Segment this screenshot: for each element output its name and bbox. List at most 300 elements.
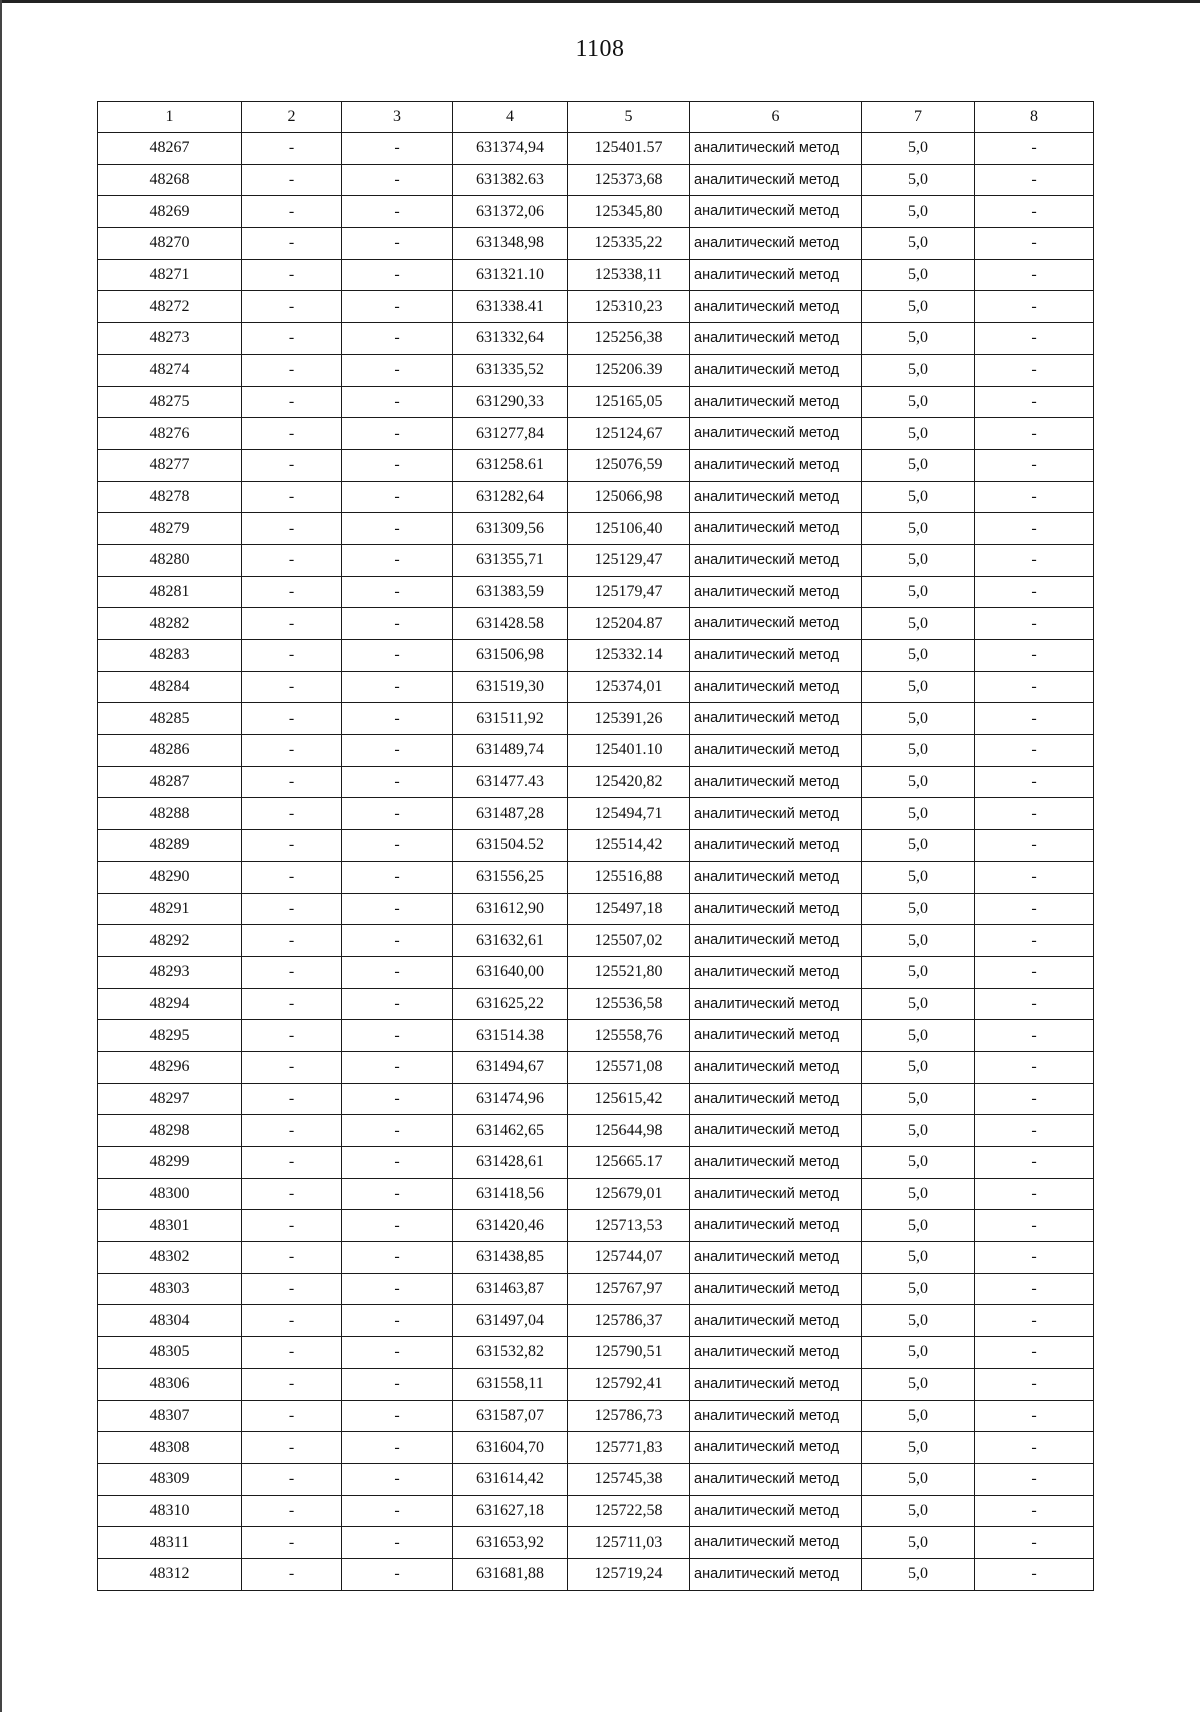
cell-col-3: - bbox=[342, 1463, 453, 1495]
cell-col-3: - bbox=[342, 608, 453, 640]
cell-col-3: - bbox=[342, 1083, 453, 1115]
cell-accuracy: 5,0 bbox=[862, 1558, 975, 1590]
cell-accuracy: 5,0 bbox=[862, 766, 975, 798]
cell-point-number: 48268 bbox=[98, 164, 242, 196]
cell-method: аналитический метод bbox=[690, 323, 862, 355]
cell-col-8: - bbox=[975, 1558, 1094, 1590]
table-row bbox=[98, 228, 1094, 260]
cell-coord-x: 631504.52 bbox=[453, 830, 568, 862]
page-top-edge bbox=[0, 0, 1200, 3]
cell-accuracy: 5,0 bbox=[862, 1178, 975, 1210]
cell-point-number: 48275 bbox=[98, 386, 242, 418]
cell-method: аналитический метод bbox=[690, 196, 862, 228]
cell-coord-x: 631511,92 bbox=[453, 703, 568, 735]
table-row bbox=[98, 861, 1094, 893]
cell-coord-y: 125507,02 bbox=[568, 925, 690, 957]
cell-point-number: 48299 bbox=[98, 1147, 242, 1179]
cell-point-number: 48291 bbox=[98, 893, 242, 925]
cell-col-8: - bbox=[975, 956, 1094, 988]
cell-col-3: - bbox=[342, 1432, 453, 1464]
cell-col-3: - bbox=[342, 861, 453, 893]
cell-col-8: - bbox=[975, 259, 1094, 291]
cell-coord-x: 631640,00 bbox=[453, 956, 568, 988]
table-row bbox=[98, 956, 1094, 988]
table-row bbox=[98, 133, 1094, 165]
cell-coord-x: 631474,96 bbox=[453, 1083, 568, 1115]
cell-accuracy: 5,0 bbox=[862, 449, 975, 481]
cell-col-8: - bbox=[975, 1305, 1094, 1337]
cell-col-8: - bbox=[975, 830, 1094, 862]
cell-coord-y: 125558,76 bbox=[568, 1020, 690, 1052]
cell-col-2: - bbox=[242, 893, 342, 925]
cell-accuracy: 5,0 bbox=[862, 196, 975, 228]
cell-col-2: - bbox=[242, 228, 342, 260]
cell-point-number: 48269 bbox=[98, 196, 242, 228]
cell-col-2: - bbox=[242, 386, 342, 418]
cell-coord-y: 125310,23 bbox=[568, 291, 690, 323]
cell-coord-x: 631558,11 bbox=[453, 1368, 568, 1400]
cell-col-8: - bbox=[975, 164, 1094, 196]
cell-accuracy: 5,0 bbox=[862, 925, 975, 957]
cell-coord-x: 631612,90 bbox=[453, 893, 568, 925]
cell-col-3: - bbox=[342, 1527, 453, 1559]
table-row bbox=[98, 481, 1094, 513]
table-row bbox=[98, 1305, 1094, 1337]
table-row bbox=[98, 1147, 1094, 1179]
cell-col-2: - bbox=[242, 1178, 342, 1210]
cell-accuracy: 5,0 bbox=[862, 988, 975, 1020]
cell-method: аналитический метод bbox=[690, 1463, 862, 1495]
cell-point-number: 48298 bbox=[98, 1115, 242, 1147]
cell-col-3: - bbox=[342, 671, 453, 703]
cell-col-3: - bbox=[342, 988, 453, 1020]
cell-coord-y: 125401.57 bbox=[568, 133, 690, 165]
cell-coord-y: 125106,40 bbox=[568, 513, 690, 545]
cell-col-3: - bbox=[342, 133, 453, 165]
cell-col-3: - bbox=[342, 386, 453, 418]
cell-accuracy: 5,0 bbox=[862, 671, 975, 703]
cell-coord-x: 631625,22 bbox=[453, 988, 568, 1020]
cell-method: аналитический метод bbox=[690, 1558, 862, 1590]
cell-col-3: - bbox=[342, 164, 453, 196]
cell-col-3: - bbox=[342, 291, 453, 323]
cell-col-3: - bbox=[342, 449, 453, 481]
table-row bbox=[98, 1242, 1094, 1274]
cell-col-2: - bbox=[242, 703, 342, 735]
cell-col-8: - bbox=[975, 1337, 1094, 1369]
cell-col-2: - bbox=[242, 1558, 342, 1590]
cell-point-number: 48295 bbox=[98, 1020, 242, 1052]
cell-col-2: - bbox=[242, 1305, 342, 1337]
cell-coord-y: 125713,53 bbox=[568, 1210, 690, 1242]
table-row bbox=[98, 1463, 1094, 1495]
cell-col-8: - bbox=[975, 481, 1094, 513]
cell-col-8: - bbox=[975, 544, 1094, 576]
cell-col-3: - bbox=[342, 1305, 453, 1337]
cell-coord-x: 631372,06 bbox=[453, 196, 568, 228]
cell-col-8: - bbox=[975, 1400, 1094, 1432]
cell-coord-y: 125516,88 bbox=[568, 861, 690, 893]
cell-col-2: - bbox=[242, 1242, 342, 1274]
cell-col-3: - bbox=[342, 196, 453, 228]
cell-method: аналитический метод bbox=[690, 1020, 862, 1052]
table-row bbox=[98, 323, 1094, 355]
cell-col-3: - bbox=[342, 1115, 453, 1147]
cell-col-2: - bbox=[242, 449, 342, 481]
cell-point-number: 48301 bbox=[98, 1210, 242, 1242]
cell-col-3: - bbox=[342, 1337, 453, 1369]
cell-method: аналитический метод bbox=[690, 1432, 862, 1464]
cell-coord-y: 125536,58 bbox=[568, 988, 690, 1020]
cell-point-number: 48279 bbox=[98, 513, 242, 545]
cell-col-8: - bbox=[975, 1210, 1094, 1242]
cell-coord-x: 631632,61 bbox=[453, 925, 568, 957]
cell-point-number: 48304 bbox=[98, 1305, 242, 1337]
cell-accuracy: 5,0 bbox=[862, 1115, 975, 1147]
cell-coord-x: 631374,94 bbox=[453, 133, 568, 165]
cell-coord-x: 631489,74 bbox=[453, 735, 568, 767]
cell-method: аналитический метод bbox=[690, 259, 862, 291]
cell-col-3: - bbox=[342, 259, 453, 291]
table-row bbox=[98, 830, 1094, 862]
cell-accuracy: 5,0 bbox=[862, 386, 975, 418]
cell-point-number: 48271 bbox=[98, 259, 242, 291]
cell-method: аналитический метод bbox=[690, 671, 862, 703]
cell-col-3: - bbox=[342, 1400, 453, 1432]
cell-accuracy: 5,0 bbox=[862, 798, 975, 830]
cell-col-3: - bbox=[342, 1051, 453, 1083]
cell-col-3: - bbox=[342, 323, 453, 355]
cell-method: аналитический метод bbox=[690, 386, 862, 418]
table-row bbox=[98, 703, 1094, 735]
cell-method: аналитический метод bbox=[690, 354, 862, 386]
table-row bbox=[98, 576, 1094, 608]
cell-point-number: 48302 bbox=[98, 1242, 242, 1274]
cell-col-2: - bbox=[242, 608, 342, 640]
cell-accuracy: 5,0 bbox=[862, 1305, 975, 1337]
cell-method: аналитический метод bbox=[690, 1273, 862, 1305]
cell-point-number: 48276 bbox=[98, 418, 242, 450]
cell-accuracy: 5,0 bbox=[862, 418, 975, 450]
table-row bbox=[98, 1051, 1094, 1083]
column-header-4: 4 bbox=[453, 102, 568, 133]
cell-col-2: - bbox=[242, 354, 342, 386]
cell-accuracy: 5,0 bbox=[862, 259, 975, 291]
cell-col-2: - bbox=[242, 164, 342, 196]
cell-col-8: - bbox=[975, 735, 1094, 767]
cell-method: аналитический метод bbox=[690, 576, 862, 608]
cell-method: аналитический метод bbox=[690, 1083, 862, 1115]
table-row bbox=[98, 1368, 1094, 1400]
cell-col-8: - bbox=[975, 766, 1094, 798]
cell-method: аналитический метод bbox=[690, 956, 862, 988]
cell-accuracy: 5,0 bbox=[862, 1083, 975, 1115]
cell-point-number: 48306 bbox=[98, 1368, 242, 1400]
cell-col-2: - bbox=[242, 1527, 342, 1559]
cell-col-8: - bbox=[975, 386, 1094, 418]
cell-coord-y: 125711,03 bbox=[568, 1527, 690, 1559]
cell-point-number: 48307 bbox=[98, 1400, 242, 1432]
cell-coord-x: 631277,84 bbox=[453, 418, 568, 450]
cell-col-2: - bbox=[242, 925, 342, 957]
cell-coord-y: 125615,42 bbox=[568, 1083, 690, 1115]
table-row bbox=[98, 1115, 1094, 1147]
cell-coord-y: 125744,07 bbox=[568, 1242, 690, 1274]
cell-point-number: 48277 bbox=[98, 449, 242, 481]
cell-point-number: 48292 bbox=[98, 925, 242, 957]
cell-col-8: - bbox=[975, 1527, 1094, 1559]
cell-col-8: - bbox=[975, 576, 1094, 608]
cell-coord-x: 631477.43 bbox=[453, 766, 568, 798]
cell-method: аналитический метод bbox=[690, 1305, 862, 1337]
cell-col-3: - bbox=[342, 893, 453, 925]
cell-coord-x: 631428.58 bbox=[453, 608, 568, 640]
table-row bbox=[98, 1558, 1094, 1590]
cell-coord-y: 125345,80 bbox=[568, 196, 690, 228]
cell-method: аналитический метод bbox=[690, 766, 862, 798]
table-row bbox=[98, 1432, 1094, 1464]
cell-coord-x: 631438,85 bbox=[453, 1242, 568, 1274]
cell-col-2: - bbox=[242, 513, 342, 545]
cell-accuracy: 5,0 bbox=[862, 1527, 975, 1559]
cell-coord-x: 631653,92 bbox=[453, 1527, 568, 1559]
cell-accuracy: 5,0 bbox=[862, 608, 975, 640]
cell-coord-x: 631514.38 bbox=[453, 1020, 568, 1052]
cell-col-3: - bbox=[342, 956, 453, 988]
cell-col-2: - bbox=[242, 766, 342, 798]
cell-col-3: - bbox=[342, 1495, 453, 1527]
cell-coord-x: 631321.10 bbox=[453, 259, 568, 291]
cell-point-number: 48278 bbox=[98, 481, 242, 513]
cell-coord-x: 631382.63 bbox=[453, 164, 568, 196]
cell-col-8: - bbox=[975, 608, 1094, 640]
column-header-3: 3 bbox=[342, 102, 453, 133]
cell-col-8: - bbox=[975, 1273, 1094, 1305]
cell-point-number: 48289 bbox=[98, 830, 242, 862]
cell-accuracy: 5,0 bbox=[862, 1400, 975, 1432]
cell-method: аналитический метод bbox=[690, 988, 862, 1020]
table-row bbox=[98, 196, 1094, 228]
cell-accuracy: 5,0 bbox=[862, 1337, 975, 1369]
table-body bbox=[98, 133, 1094, 1591]
cell-coord-x: 631258.61 bbox=[453, 449, 568, 481]
table-row bbox=[98, 449, 1094, 481]
cell-coord-y: 125124,67 bbox=[568, 418, 690, 450]
cell-point-number: 48290 bbox=[98, 861, 242, 893]
cell-accuracy: 5,0 bbox=[862, 228, 975, 260]
cell-col-8: - bbox=[975, 228, 1094, 260]
cell-col-3: - bbox=[342, 1178, 453, 1210]
cell-coord-y: 125374,01 bbox=[568, 671, 690, 703]
cell-coord-y: 125076,59 bbox=[568, 449, 690, 481]
cell-point-number: 48285 bbox=[98, 703, 242, 735]
cell-col-8: - bbox=[975, 798, 1094, 830]
cell-coord-x: 631462,65 bbox=[453, 1115, 568, 1147]
cell-coord-x: 631338.41 bbox=[453, 291, 568, 323]
cell-coord-y: 125179,47 bbox=[568, 576, 690, 608]
cell-col-2: - bbox=[242, 196, 342, 228]
cell-accuracy: 5,0 bbox=[862, 323, 975, 355]
cell-coord-y: 125679,01 bbox=[568, 1178, 690, 1210]
cell-point-number: 48308 bbox=[98, 1432, 242, 1464]
cell-point-number: 48273 bbox=[98, 323, 242, 355]
cell-accuracy: 5,0 bbox=[862, 956, 975, 988]
cell-coord-x: 631494,67 bbox=[453, 1051, 568, 1083]
cell-coord-y: 125401.10 bbox=[568, 735, 690, 767]
cell-point-number: 48282 bbox=[98, 608, 242, 640]
cell-accuracy: 5,0 bbox=[862, 1273, 975, 1305]
cell-coord-x: 631604,70 bbox=[453, 1432, 568, 1464]
cell-coord-x: 631355,71 bbox=[453, 544, 568, 576]
cell-method: аналитический метод bbox=[690, 481, 862, 513]
cell-method: аналитический метод bbox=[690, 1242, 862, 1274]
cell-col-3: - bbox=[342, 481, 453, 513]
table-row bbox=[98, 291, 1094, 323]
table-row bbox=[98, 164, 1094, 196]
cell-accuracy: 5,0 bbox=[862, 1020, 975, 1052]
table-row bbox=[98, 1210, 1094, 1242]
cell-coord-y: 125521,80 bbox=[568, 956, 690, 988]
cell-col-3: - bbox=[342, 1147, 453, 1179]
column-header-2: 2 bbox=[242, 102, 342, 133]
cell-method: аналитический метод bbox=[690, 544, 862, 576]
cell-col-8: - bbox=[975, 1051, 1094, 1083]
cell-coord-x: 631497,04 bbox=[453, 1305, 568, 1337]
cell-point-number: 48311 bbox=[98, 1527, 242, 1559]
cell-point-number: 48293 bbox=[98, 956, 242, 988]
page-left-edge bbox=[0, 0, 2, 1712]
cell-col-8: - bbox=[975, 196, 1094, 228]
cell-coord-y: 125719,24 bbox=[568, 1558, 690, 1590]
cell-col-8: - bbox=[975, 988, 1094, 1020]
cell-method: аналитический метод bbox=[690, 1368, 862, 1400]
cell-col-8: - bbox=[975, 291, 1094, 323]
cell-point-number: 48280 bbox=[98, 544, 242, 576]
cell-coord-y: 125722,58 bbox=[568, 1495, 690, 1527]
coordinates-table bbox=[97, 101, 1094, 1591]
table-row bbox=[98, 1020, 1094, 1052]
table-row bbox=[98, 798, 1094, 830]
cell-col-2: - bbox=[242, 1020, 342, 1052]
cell-point-number: 48267 bbox=[98, 133, 242, 165]
cell-method: аналитический метод bbox=[690, 228, 862, 260]
cell-coord-x: 631614,42 bbox=[453, 1463, 568, 1495]
table-row bbox=[98, 766, 1094, 798]
cell-accuracy: 5,0 bbox=[862, 1147, 975, 1179]
cell-accuracy: 5,0 bbox=[862, 481, 975, 513]
table-row bbox=[98, 608, 1094, 640]
cell-point-number: 48294 bbox=[98, 988, 242, 1020]
cell-col-3: - bbox=[342, 766, 453, 798]
table-row bbox=[98, 925, 1094, 957]
cell-method: аналитический метод bbox=[690, 449, 862, 481]
cell-coord-x: 631519,30 bbox=[453, 671, 568, 703]
cell-accuracy: 5,0 bbox=[862, 291, 975, 323]
table-row bbox=[98, 386, 1094, 418]
cell-col-8: - bbox=[975, 703, 1094, 735]
cell-point-number: 48274 bbox=[98, 354, 242, 386]
cell-method: аналитический метод bbox=[690, 1115, 862, 1147]
cell-point-number: 48270 bbox=[98, 228, 242, 260]
cell-point-number: 48303 bbox=[98, 1273, 242, 1305]
cell-point-number: 48300 bbox=[98, 1178, 242, 1210]
cell-col-2: - bbox=[242, 988, 342, 1020]
cell-col-2: - bbox=[242, 1400, 342, 1432]
cell-col-2: - bbox=[242, 1495, 342, 1527]
cell-col-2: - bbox=[242, 291, 342, 323]
cell-coord-x: 631627,18 bbox=[453, 1495, 568, 1527]
cell-col-8: - bbox=[975, 513, 1094, 545]
cell-coord-y: 125256,38 bbox=[568, 323, 690, 355]
cell-col-8: - bbox=[975, 1368, 1094, 1400]
cell-col-3: - bbox=[342, 576, 453, 608]
cell-coord-y: 125494,71 bbox=[568, 798, 690, 830]
cell-coord-x: 631532,82 bbox=[453, 1337, 568, 1369]
cell-coord-y: 125644,98 bbox=[568, 1115, 690, 1147]
cell-col-3: - bbox=[342, 513, 453, 545]
cell-coord-x: 631332,64 bbox=[453, 323, 568, 355]
cell-col-8: - bbox=[975, 925, 1094, 957]
cell-col-2: - bbox=[242, 1083, 342, 1115]
cell-coord-y: 125497,18 bbox=[568, 893, 690, 925]
cell-accuracy: 5,0 bbox=[862, 576, 975, 608]
cell-coord-y: 125165,05 bbox=[568, 386, 690, 418]
cell-col-3: - bbox=[342, 544, 453, 576]
cell-col-2: - bbox=[242, 259, 342, 291]
cell-col-2: - bbox=[242, 735, 342, 767]
cell-coord-y: 125514,42 bbox=[568, 830, 690, 862]
cell-accuracy: 5,0 bbox=[862, 513, 975, 545]
cell-coord-y: 125665.17 bbox=[568, 1147, 690, 1179]
cell-accuracy: 5,0 bbox=[862, 703, 975, 735]
cell-coord-x: 631506,98 bbox=[453, 640, 568, 672]
cell-accuracy: 5,0 bbox=[862, 640, 975, 672]
cell-col-2: - bbox=[242, 323, 342, 355]
table-row bbox=[98, 893, 1094, 925]
cell-col-2: - bbox=[242, 798, 342, 830]
cell-coord-y: 125790,51 bbox=[568, 1337, 690, 1369]
cell-coord-y: 125206.39 bbox=[568, 354, 690, 386]
table-row bbox=[98, 544, 1094, 576]
cell-coord-y: 125786,73 bbox=[568, 1400, 690, 1432]
cell-accuracy: 5,0 bbox=[862, 1242, 975, 1274]
cell-coord-x: 631335,52 bbox=[453, 354, 568, 386]
column-header-1: 1 bbox=[98, 102, 242, 133]
table-row bbox=[98, 1400, 1094, 1432]
column-header-6: 6 bbox=[690, 102, 862, 133]
cell-method: аналитический метод bbox=[690, 164, 862, 196]
cell-accuracy: 5,0 bbox=[862, 164, 975, 196]
cell-accuracy: 5,0 bbox=[862, 1432, 975, 1464]
cell-method: аналитический метод bbox=[690, 608, 862, 640]
cell-method: аналитический метод bbox=[690, 1147, 862, 1179]
cell-accuracy: 5,0 bbox=[862, 1495, 975, 1527]
cell-method: аналитический метод bbox=[690, 1400, 862, 1432]
table-header-row bbox=[98, 102, 1094, 133]
cell-col-3: - bbox=[342, 798, 453, 830]
cell-point-number: 48305 bbox=[98, 1337, 242, 1369]
table-row bbox=[98, 1178, 1094, 1210]
cell-col-8: - bbox=[975, 418, 1094, 450]
cell-col-2: - bbox=[242, 640, 342, 672]
cell-col-8: - bbox=[975, 354, 1094, 386]
cell-col-2: - bbox=[242, 1115, 342, 1147]
cell-method: аналитический метод bbox=[690, 1210, 862, 1242]
cell-col-8: - bbox=[975, 1178, 1094, 1210]
cell-accuracy: 5,0 bbox=[862, 1210, 975, 1242]
table-row bbox=[98, 671, 1094, 703]
cell-col-8: - bbox=[975, 323, 1094, 355]
